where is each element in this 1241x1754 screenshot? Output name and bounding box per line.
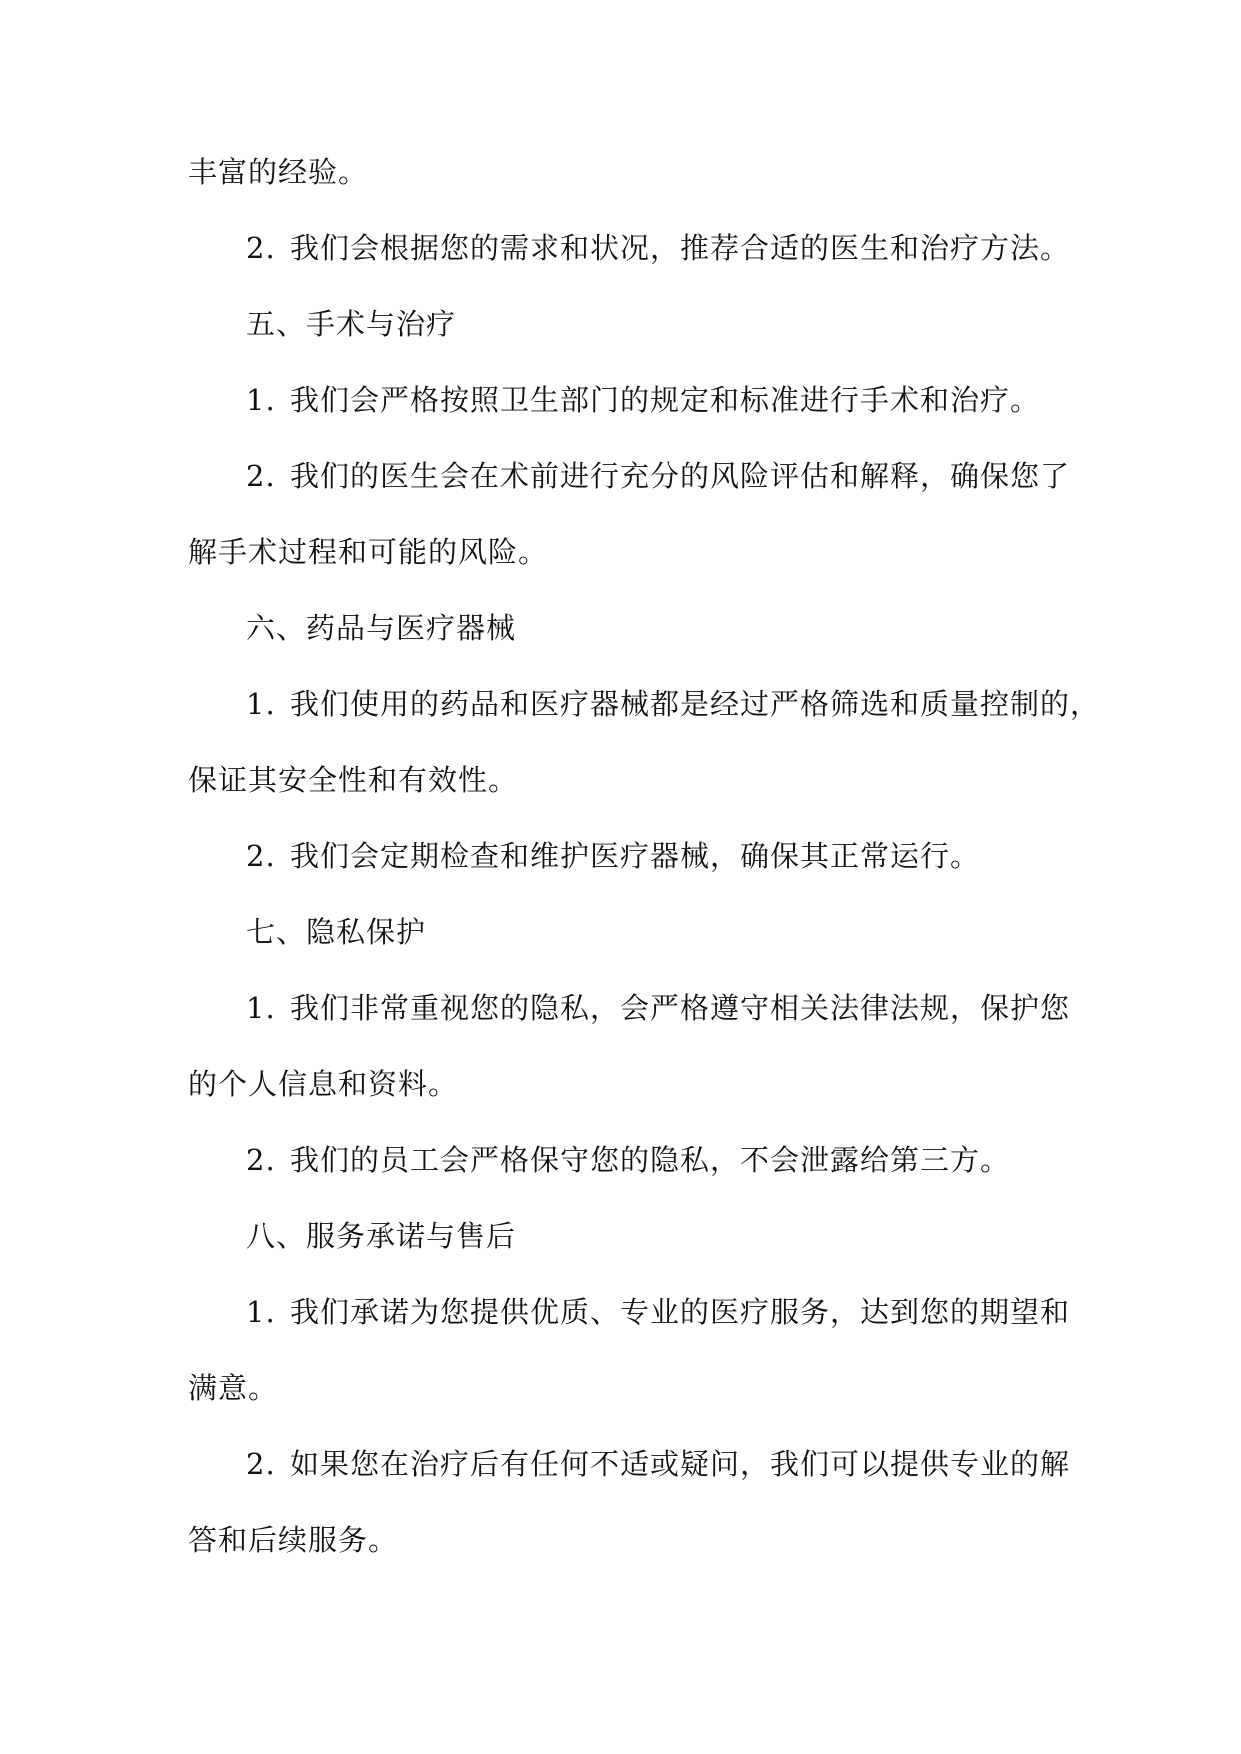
section-heading: 八、服务承诺与售后 <box>246 1219 517 1253</box>
list-number: 2. <box>246 839 276 873</box>
list-text: 我们的员工会严格保守您的隐私，不会泄露给第三方。 <box>290 1143 1011 1177</box>
list-number: 1. <box>246 991 276 1025</box>
list-number: 2. <box>246 231 276 265</box>
list-text: 我们使用的药品和医疗器械都是经过严格筛选和质量控制的， <box>290 687 1101 721</box>
list-item <box>188 438 1071 514</box>
list-number: 2. <box>246 1143 276 1177</box>
list-text: 我们的医生会在术前进行充分的风险评估和解释，确保您了 <box>290 459 1071 493</box>
list-item <box>188 1274 1071 1350</box>
list-item <box>188 210 1071 286</box>
list-text: 我们会根据您的需求和状况，推荐合适的医生和治疗方法。 <box>290 231 1071 265</box>
section-heading: 五、手术与治疗 <box>246 307 457 341</box>
list-number: 1. <box>246 1295 276 1329</box>
list-item-continuation: 满意。 <box>188 1371 279 1405</box>
list-text: 我们会严格按照卫生部门的规定和标准进行手术和治疗。 <box>290 383 1041 417</box>
list-item <box>188 362 1068 438</box>
list-item-continuation: 保证其安全性和有效性。 <box>188 763 519 797</box>
list-text: 如果您在治疗后有任何不适或疑问，我们可以提供专业的解 <box>290 1447 1071 1481</box>
list-number: 2. <box>246 1447 276 1481</box>
list-number: 2. <box>246 459 276 493</box>
list-item <box>188 1426 1071 1502</box>
document-body <box>188 134 1101 1578</box>
list-text: 我们承诺为您提供优质、专业的医疗服务，达到您的期望和 <box>290 1295 1071 1329</box>
list-item <box>188 970 1071 1046</box>
list-item <box>188 666 1101 742</box>
paragraph-continuation: 丰富的经验。 <box>188 155 369 189</box>
section-heading: 七、隐私保护 <box>246 915 427 949</box>
list-item-continuation: 的个人信息和资料。 <box>188 1067 459 1101</box>
section-heading: 六、药品与医疗器械 <box>246 611 517 645</box>
list-number: 1. <box>246 687 276 721</box>
list-item-continuation: 答和后续服务。 <box>188 1523 399 1557</box>
list-item <box>188 1122 1068 1198</box>
list-text: 我们会定期检查和维护医疗器械，确保其正常运行。 <box>290 839 981 873</box>
list-number: 1. <box>246 383 276 417</box>
list-item <box>188 818 1068 894</box>
list-text: 我们非常重视您的隐私，会严格遵守相关法律法规，保护您 <box>290 991 1071 1025</box>
list-item-continuation: 解手术过程和可能的风险。 <box>188 535 549 569</box>
